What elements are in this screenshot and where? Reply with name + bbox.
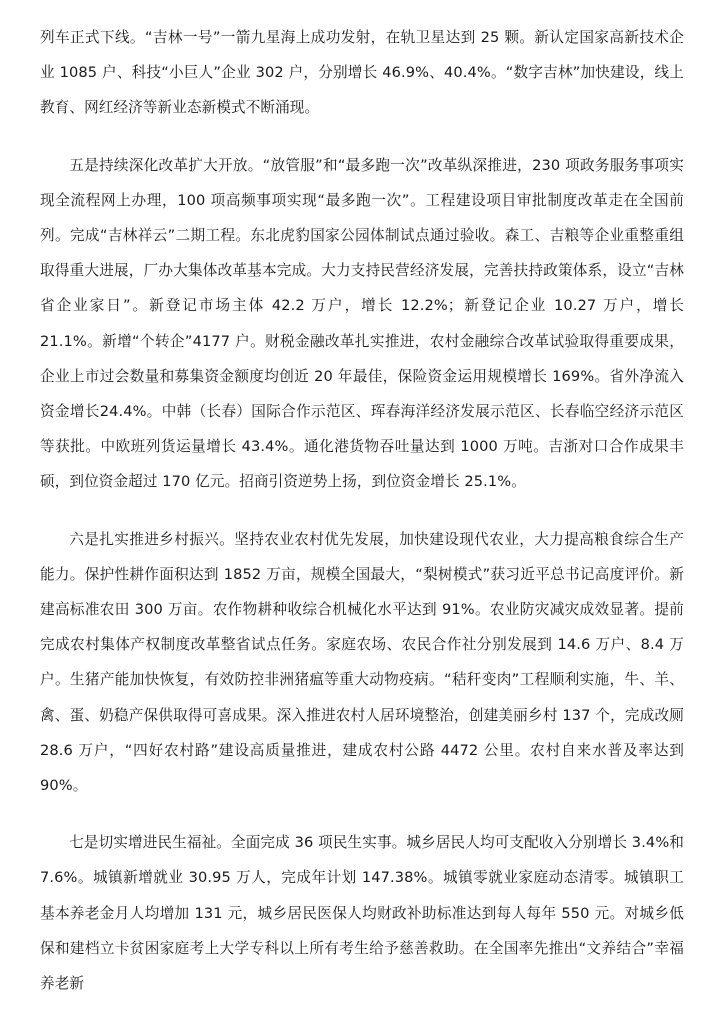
paragraph-reform-opening: 五是持续深化改革扩大开放。“放管服”和“最多跑一次”改革纵深推进，230 项政务服务事项实现全流程网上办理，100 项高频事项实现“最多跑一次”。工程建设项目审批制度改革走在全国前列。完成“吉林祥云”二期工程。东北虎豹国家公园体制试点通过验收。森工、吉粮等企业重整重组取得重大进展，厂办大集体改革基本完成。大力支持民营经济发展，完善扶持政策体系，设立“吉林省企业家日”。新登记市场主体 42.2 万户，增长 12.2%；新登记企业 10.27 万户，增长 21.1%。新增“个转企”4177 户。财税金融改革扎实推进，农村金融综合改革试验取得重要成果，企业上市过会数量和募集资金额度均创近 20 年最佳，保险资金运用规模增长 169%。省外净流入资金增长24.4%。中韩（长春）国际合作示范区、珲春海洋经济发展示范区、长春临空经济示范区等获批。中欧班列货运量增长 43.4%。通化港货物吞吐量达到 1000 万吨。吉浙对口合作成果丰硕，到位资金超过 170 亿元。招商引资逆势上扬，到位资金增长 25.1%。 (40, 156, 684, 491)
paragraph-rural-revitalization: 六是扎实推进乡村振兴。坚持农业农村优先发展，加快建设现代农业，大力提高粮食综合生产能力。保护性耕作面积达到 1852 万亩，规模全国最大，“梨树模式”获习近平总书记高度评价。新建高标准农田 300 万亩。农作物耕种收综合机械化水平达到 91%。农业防灾减灾成效显著。提前完成农村集体产权制度改革整省试点任务。家庭农场、农民合作社分别发展到 14.6 万户、8.4 万户。生猪产能加快恢复，有效防控非洲猪瘟等重大动物疫病。“秸秆变肉”工程顺利实施，牛、羊、禽、蛋、奶稳产保供取得可喜成果。深入推进农村人居环境整治，创建美丽乡村 137 个，完成改厕 28.6 万户，“四好农村路”建设高质量推进，建成农村公路 4472 公里。农村自来水普及率达到 90%。 (40, 530, 684, 795)
paragraph-tech-innovation: 列车正式下线。“吉林一号”一箭九星海上成功发射，在轨卫星达到 25 颗。新认定国家高新技术企业 1085 户、科技“小巨人”企业 302 户，分别增长 46.9%、40.4%。“数字吉林”加快建设，线上教育、网红经济等新业态新模式不断涌现。 (40, 29, 684, 117)
paragraph-livelihood: 七是切实增进民生福祉。全面完成 36 项民生实事。城乡居民人均可支配收入分别增长 3.4%和7.6%。城镇新增就业 30.95 万人，完成年计划 147.38%。城镇零就业家庭动态清零。城镇职工基本养老金月人均增加 131 元，城乡居民医保人均财政补助标准达到每人每年 550 元。对城乡低保和建档立卡贫困家庭考上大学专科以上所有考生给予慈善救助。在全国率先推出“文养结合”幸福养老新 (40, 834, 684, 993)
